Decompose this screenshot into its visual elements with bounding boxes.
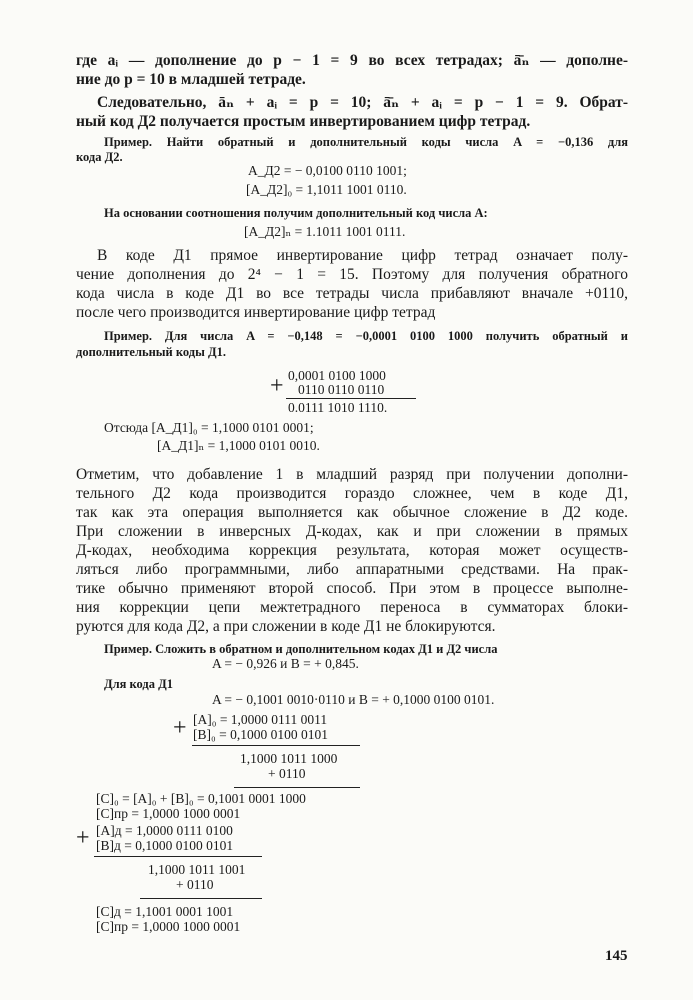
formula: A = − 0,926 и B = + 0,845.: [212, 656, 359, 671]
formula: [C]₀ = [A]₀ + [B]₀ = 0,1001 0001 1000: [96, 791, 306, 806]
calc-line: [A]₀ = 1,0000 0111 0011: [193, 712, 328, 727]
formula: [A_Д1]ₙ = 1,1000 0101 0010.: [157, 438, 320, 453]
text-line: чение дополнения до 2⁴ − 1 = 15. Поэтому для получения обратного: [76, 266, 628, 283]
calc-line: 0.0111 1010 1110.: [288, 400, 388, 415]
formula: [A_Д2]ₙ = 1.1011 1001 0111.: [244, 224, 406, 239]
example-heading: Пример. Сложить в обратном и дополнительном кодах Д1 и Д2 числа: [104, 642, 498, 656]
calc-line: 1,1000 1011 1000: [240, 751, 338, 766]
calc-line: 0,0001 0100 1000: [288, 368, 386, 383]
text-line: Для кода Д1: [104, 677, 173, 691]
sum-rule: [234, 787, 360, 788]
sum-rule: [94, 856, 262, 857]
formula: [C]д = 1,1001 0001 1001: [96, 904, 234, 919]
formula: [C]пр = 1,0000 1000 0001: [96, 806, 241, 821]
calc-line: + 0110: [176, 877, 214, 892]
formula: Отсюда [A_Д1]₀ = 1,1000 0101 0001;: [104, 420, 314, 435]
calc-line: [B]₀ = 0,1000 0100 0101: [193, 727, 328, 742]
text-line: тике обычно применяют второй способ. При этом в процессе выполне-: [76, 580, 628, 597]
text-line: Отметим, что добавление 1 в младший разряд при получении дополни-: [76, 466, 628, 483]
plus-sign: +: [76, 825, 90, 851]
text-line: руются для кода Д2, а при сложении в коде Д1 не блокируются.: [76, 618, 496, 635]
text-line: ный код Д2 получается простым инвертированием цифр тетрад.: [76, 113, 531, 130]
text-line: На основании соотношения получим дополнительный код числа A:: [104, 206, 488, 220]
text-line: тельного Д2 кода производится гораздо сложнее, чем в коде Д1,: [76, 485, 628, 502]
calc-line: [A]д = 1,0000 0111 0100: [96, 823, 233, 838]
calc-line: 1,1000 1011 1001: [148, 862, 246, 877]
text-line: При сложении в инверсных Д-кодах, как и при сложении в прямых: [76, 523, 628, 540]
text-line: дополнительный коды Д1.: [76, 345, 226, 359]
plus-sign: +: [270, 373, 284, 399]
formula: [C]пр = 1,0000 1000 0001: [96, 919, 241, 934]
text-line: так как эта операция выполняется как обычное сложение в Д2 коде.: [76, 504, 628, 521]
sum-rule: [192, 745, 360, 746]
text-line: ния коррекции цепи межтетрадного переноса в сумматорах блоки-: [76, 599, 628, 616]
text-line: после чего производится инвертирование цифр тетрад: [76, 304, 436, 321]
calc-line: + 0110: [268, 766, 306, 781]
text-line: где aᵢ — дополнение до p − 1 = 9 во всех тетрадах; ā̄ₙ — дополне-: [76, 52, 628, 69]
page-number: 145: [605, 948, 628, 964]
example-heading: Пример. Для числа A = −0,148 = −0,0001 0100 1000 получить обратный и: [104, 329, 628, 343]
text-line: кода числа в коде Д1 во все тетрады числа прибавляют вначале +0110,: [76, 285, 628, 302]
sum-rule: [140, 898, 262, 899]
text-line: В коде Д1 прямое инвертирование цифр тетрад означает полу-: [97, 247, 628, 264]
text-line: Следовательно, āₙ + aᵢ = p = 10; ā̄ₙ + aᵢ = p − 1 = 9. Обрат-: [97, 94, 628, 111]
example-heading: Пример. Найти обратный и дополнительный коды числа A = −0,136 для: [104, 135, 628, 149]
formula: [A_Д2]₀ = 1,1011 1001 0110.: [246, 182, 407, 197]
text-line: кода Д2.: [76, 150, 123, 164]
calc-line: [B]д = 0,1000 0100 0101: [96, 838, 234, 853]
text-line: ние до p = 10 в младшей тетраде.: [76, 71, 306, 88]
formula: A_Д2 = − 0,0100 0110 1001;: [248, 163, 407, 178]
sum-rule: [286, 398, 416, 399]
text-line: Д-кодах, необходима коррекция результата, которая может осуществ-: [76, 542, 628, 559]
text-line: ляться либо программными, либо аппаратными средствами. На прак-: [76, 561, 628, 578]
formula: A = − 0,1001 0010·0110 и B = + 0,1000 0100 0101.: [212, 692, 495, 707]
calc-line: 0110 0110 0110: [298, 382, 385, 397]
plus-sign: +: [173, 715, 187, 741]
